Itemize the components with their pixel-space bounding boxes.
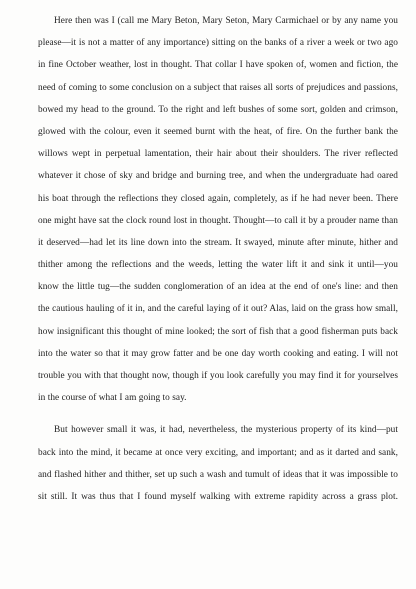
text-line: into the water so that it may grow fatter and be one day worth cooking and eating. I will not [38, 348, 398, 359]
text-line: and flashed hither and thither, set up such a wash and tumult of ideas that it was impossible to [38, 469, 398, 480]
text-line: willows wept in perpetual lamentation, their hair about their shoulders. The river reflected [38, 149, 398, 160]
text-line: whatever it chose of sky and bridge and burning tree, and when the undergraduate had oared [38, 171, 398, 182]
text-line: it deserved—had let its line down into the stream. It swayed, minute after minute, hither and [38, 237, 398, 248]
text-line: back into the mind, it became at once very exciting, and important; and as it darted and sank, [38, 447, 398, 458]
text-line: the cautious hauling of it in, and the careful laying of it out? Alas, laid on the grass how small, [38, 304, 398, 315]
text-line: how insignificant this thought of mine looked; the sort of fish that a good fisherman puts back [38, 326, 398, 337]
text-line: glowed with the colour, even it seemed burnt with the heat, of fire. On the further bank the [38, 126, 398, 137]
text-line: bowed my head to the ground. To the right and left bushes of some sort, golden and crimson, [38, 104, 398, 115]
text-line: in the course of what I am going to say. [38, 393, 187, 404]
paragraph-2 [38, 419, 398, 508]
text-line: sit still. It was thus that I found myself walking with extreme rapidity across a grass plot. [38, 491, 398, 502]
text-line: know the little tug—the sudden conglomeration of an idea at the end of one's line: and then [38, 282, 398, 293]
text-line: But however small it was, it had, nevertheless, the mysterious property of its kind—put [54, 425, 398, 436]
text-line: need of coming to some conclusion on a subject that raises all sorts of prejudices and passions, [38, 82, 398, 93]
text-body [38, 10, 398, 508]
text-line: please—it is not a matter of any importance) sitting on the banks of a river a week or two ago [38, 38, 398, 49]
paragraph-1 [38, 10, 398, 409]
text-line: his boat through the reflections they closed again, completely, as if he had never been. There [38, 193, 398, 204]
text-line: trouble you with that thought now, though if you look carefully you may find it for yourselves [38, 371, 398, 381]
text-line: Here then was I (call me Mary Beton, Mary Seton, Mary Carmichael or by any name you [54, 16, 398, 26]
text-line: one might have sat the clock round lost in thought. Thought—to call it by a prouder name than [38, 215, 398, 226]
paragraph-gap [38, 409, 398, 419]
text-line: in fine October weather, lost in thought. That collar I have spoken of, women and fiction, the [38, 60, 398, 71]
text-line: thither among the reflections and the weeds, letting the water lift it and sink it until—you [38, 260, 398, 271]
